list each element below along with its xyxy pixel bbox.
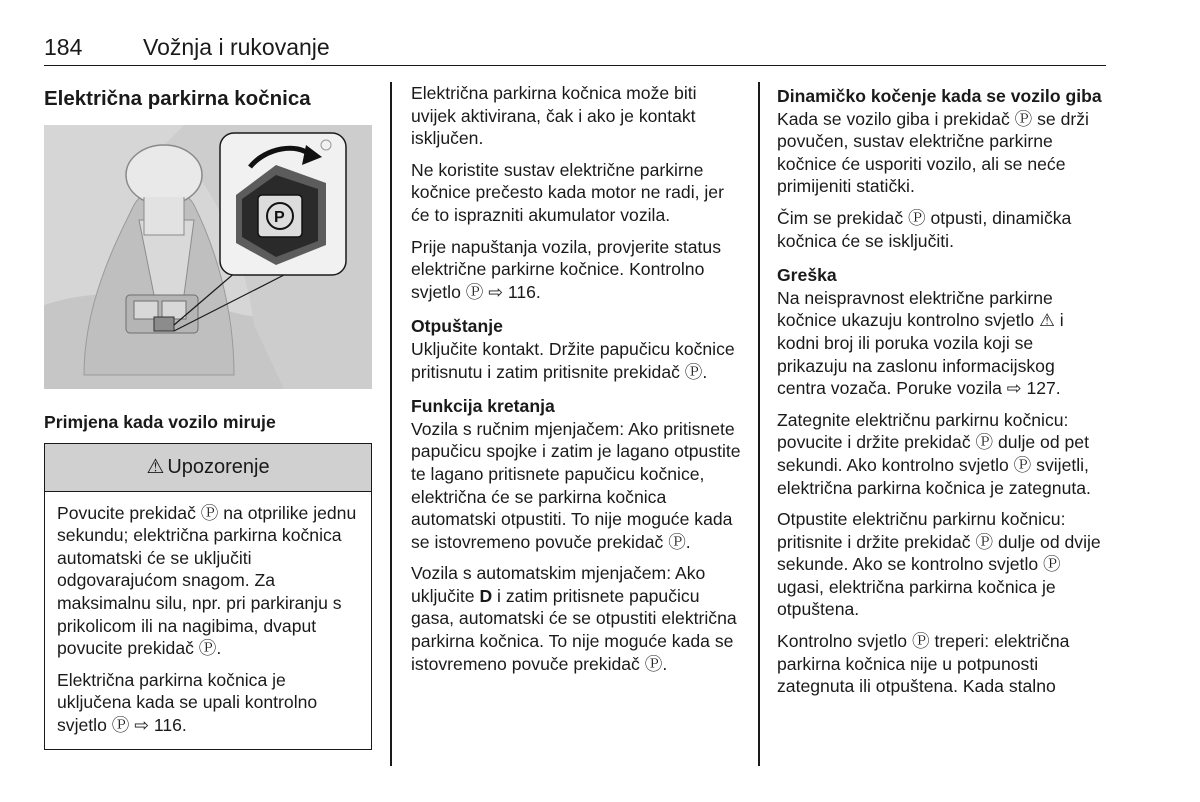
paragraph: Otpustite električnu parkirnu kočnicu: pritisnite i držite prekidač Ⓟ dulje od dvije sekunde. Ako se kontrolno svjetlo Ⓟ ugasi, električna parkirna kočnica je otpuštena. <box>777 509 1101 620</box>
paragraph: Vozila s ručnim mjenjačem: Ako pritisnete papučicu spojke i zatim je lagano otpustite te lagano pritisnete papučicu kočnice, električna će se parkirna kočnica automatski otpustiti. To nije moguće kada se istovremeno povuče prekidač Ⓟ. <box>411 418 741 552</box>
section-title: Električna parkirna kočnica <box>44 87 311 110</box>
warning-box <box>44 443 372 750</box>
gear-position: D <box>479 585 493 606</box>
column-left <box>44 82 374 750</box>
warning-heading: Upozorenje <box>167 455 270 478</box>
paragraph: Električna parkirna kočnica može biti uvijek aktivirana, čak i ako je kontakt isključen. <box>411 83 697 149</box>
svg-text:P: P <box>274 209 285 226</box>
paragraph: Zategnite električnu parkirnu kočnicu: povucite i držite prekidač Ⓟ dulje od pet sekundi. Ako kontrolno svjetlo Ⓟ svijetli, električna parkirna kočnica je zategnuta. <box>777 409 1091 498</box>
subsection-title: Funkcija kretanja <box>411 396 555 417</box>
paragraph: Ne koristite sustav električne parkirne kočnice prečesto kada motor ne radi, jer će to isprazniti akumulator vozila. <box>411 159 724 225</box>
warning-paragraph: Povucite prekidač Ⓟ na otprilike jednu sekundu; električna parkirna kočnica automatski će se uključiti odgovarajućom snagom. Za maksimalnu silu, npr. pri parkiranju s prikolicom ili na nagibima, dvaput povucite prekidač Ⓟ. <box>57 502 357 659</box>
column-divider <box>390 82 392 766</box>
paragraph: Kontrolno svjetlo Ⓟ treperi: električna parkirna kočnica nije u potpunosti zategnuta ili otpuštena. Kada stalno <box>777 631 1070 697</box>
page-number: 184 <box>44 34 83 60</box>
paragraph: Prije napuštanja vozila, provjerite status električne parkirne kočnice. Kontrolno svjetlo Ⓟ ⇨ 116. <box>411 236 722 302</box>
subsection-title: Otpuštanje <box>411 316 503 337</box>
warning-header <box>45 444 371 492</box>
subsection-title: Primjena kada vozilo miruje <box>44 412 276 432</box>
text-span: i zatim pritisnete papučicu gasa, automatski će se otpustiti električna parkirna kočnica. To nije moguće kada se istovremeno povuče prekidač Ⓟ. <box>411 585 737 674</box>
chapter-title: Vožnja i rukovanje <box>143 34 330 60</box>
text-span: Vozila s automatskim mjenjačem: Ako uključite <box>411 563 706 606</box>
warning-paragraph: Električna parkirna kočnica je uključena kada se upali kontrolno svjetlo Ⓟ ⇨ 116. <box>57 669 318 735</box>
parking-brake-switch-image <box>44 125 372 389</box>
column-right <box>777 82 1107 707</box>
paragraph: Kada se vozilo giba i prekidač Ⓟ se drži povučen, sustav električne parkirne kočnice će usporiti vozilo, ali se neće primijeniti statički. <box>777 108 1089 197</box>
column-middle <box>411 82 746 684</box>
paragraph: Čim se prekidač Ⓟ otpusti, dinamička kočnica će se isključiti. <box>777 207 1072 251</box>
column-divider <box>758 82 760 766</box>
warning-triangle-icon: ⚠ <box>146 455 165 478</box>
parking-brake-illustration <box>44 125 372 389</box>
subsection-title: Greška <box>777 265 837 286</box>
paragraph: Uključite kontakt. Držite papučicu kočnice pritisnutu i zatim pritisnite prekidač Ⓟ. <box>411 338 735 382</box>
subsection-title: Dinamičko kočenje kada se vozilo giba <box>777 86 1102 106</box>
page-header <box>44 34 1106 66</box>
paragraph <box>411 562 746 675</box>
paragraph: Na neispravnost električne parkirne kočnice ukazuju kontrolno svjetlo ⚠ i kodni broj ili poruka vozila koji se prikazuju na zaslonu informacijskog centra vozača. Poruke vozila ⇨ 127. <box>777 287 1064 399</box>
warning-body <box>45 492 371 749</box>
